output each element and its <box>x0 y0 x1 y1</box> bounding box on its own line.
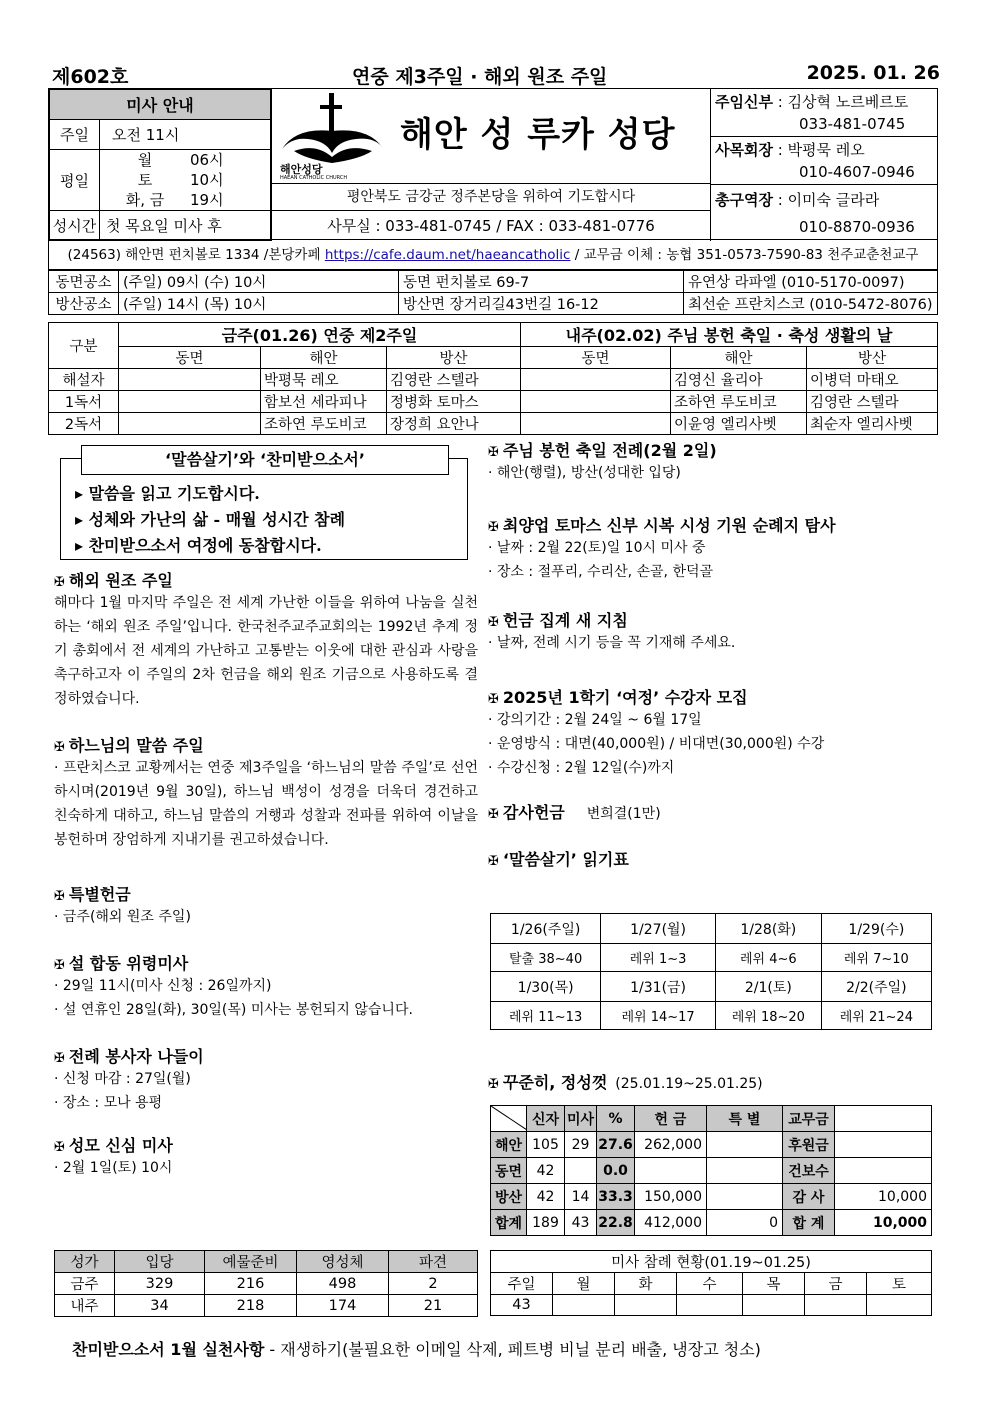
mission-time: (주일) 14시 (목) 10시 <box>119 293 399 315</box>
parish-name: 해안 성 루카 성당 <box>400 115 676 155</box>
roster-col: 동면 <box>119 347 261 369</box>
mission-table <box>48 270 938 315</box>
motto-line: ▸ 성체와 가난의 삶 - 매월 성시간 참례 <box>75 510 346 529</box>
chair-name: : 박평묵 레오 <box>777 141 865 159</box>
stats-corner <box>491 1106 527 1132</box>
thanks-offering-detail: 변희결(1만) <box>586 806 661 822</box>
attendance-day: 목 <box>743 1273 805 1295</box>
roster-cell: 김영란 스텔라 <box>807 391 938 413</box>
roster-table <box>48 322 938 435</box>
attendance-title: 미사 참례 현황(01.19~01.25) <box>491 1251 932 1273</box>
sat-time: 10시 <box>190 171 224 189</box>
section-title: ✠ 감사헌금 변희결(1만) <box>488 803 661 822</box>
roster-cell: 함보선 세라피나 <box>261 391 387 413</box>
top-info-box <box>48 88 938 240</box>
motto-line: ▸ 찬미받으소서 여정에 동참합시다. <box>75 536 322 555</box>
section-body: 해마다 1월 마지막 주일은 전 세계 가난한 이들을 위하여 나눔을 실천하는 ‘해외 원조 주일’입니다. 한국천주교주교회의는 1992년 추계 정기 총회에서 전 세계의 가난하고 고통받는 이웃에 대한 관심과 사랑을 촉구하고자 이 주일의 2차 헌금을 해외 원조 기금으로 사용하도록 결정하였습니다. <box>54 595 478 707</box>
issue-date: 2025. 01. 26 <box>806 62 940 84</box>
roster-role: 1독서 <box>49 391 119 413</box>
roster-cell: 정병화 토마스 <box>387 391 521 413</box>
address-prefix: (24563) 해안면 펀치볼로 1334 /본당카페 <box>67 247 325 263</box>
roster-cell: 이병덕 마태오 <box>807 369 938 391</box>
reading-day: 1/26(주일) <box>491 914 601 944</box>
stats-row: 동면 42 0.0 건보수 <box>491 1158 932 1184</box>
left-column <box>54 568 478 1180</box>
roster-row <box>49 391 938 413</box>
roster-cell: 김영란 스텔라 <box>387 369 521 391</box>
roster-cell <box>521 391 671 413</box>
section-line: · 2월 1일(토) 10시 <box>54 1160 173 1176</box>
reading-text: 레위 18~20 <box>715 1002 821 1030</box>
cross-icon: ✠ <box>488 807 499 822</box>
mass-schedule <box>49 89 271 241</box>
section-line: · 금주(해외 원조 주일) <box>54 909 191 925</box>
roster-col: 동면 <box>521 347 671 369</box>
cross-icon: ✠ <box>488 445 499 460</box>
mission-leader: 최선순 프란치스코 (010-5472-8076) <box>684 293 938 315</box>
reading-text: 레위 14~17 <box>601 1002 716 1030</box>
chair-label: 사목회장 <box>715 141 773 159</box>
footer-note <box>72 1337 942 1360</box>
section-line: · 해안(행렬), 방산(성대한 입당) <box>488 465 681 481</box>
pastor-name: : 김상혁 노르베르토 <box>777 93 909 111</box>
mission-name: 동면공소 <box>49 271 119 293</box>
reading-day: 1/30(목) <box>491 972 601 1002</box>
section-line: · 수강신청 : 2월 12일(수)까지 <box>488 760 675 776</box>
section-title: ✠ 해외 원조 주일 <box>54 571 173 590</box>
cross-icon: ✠ <box>488 1077 499 1092</box>
mission-time: (주일) 09시 (수) 10시 <box>119 271 399 293</box>
motto-title: ‘말씀살기’와 ‘찬미받으소서’ <box>81 445 449 475</box>
stats-header: % <box>597 1106 635 1132</box>
section-line: · 장소 : 절푸리, 수리산, 손골, 한덕골 <box>488 564 714 580</box>
cross-icon: ✠ <box>54 1140 65 1155</box>
section-line: · 설 연휴인 28일(화), 30일(목) 미사는 봉헌되지 않습니다. <box>54 1002 413 1018</box>
right-column <box>488 438 936 870</box>
roster-cell: 최순자 엘리사벳 <box>807 413 938 435</box>
reading-day: 1/28(화) <box>715 914 821 944</box>
weekday-label: 평일 <box>50 150 100 211</box>
motto-line: ▸ 말씀을 읽고 기도합시다. <box>75 484 260 503</box>
pastor-phone: 033-481-0745 <box>799 115 906 133</box>
roster-this-week: 금주(01.26) 연중 제2주일 <box>119 323 521 347</box>
parish-center <box>271 89 711 241</box>
roster-col: 방산 <box>387 347 521 369</box>
reading-table <box>490 913 932 1030</box>
attendance-day: 수 <box>677 1273 743 1295</box>
issue-number: 제602호 <box>52 66 129 88</box>
stats-header: 특 별 <box>707 1106 783 1132</box>
roster-cell <box>119 391 261 413</box>
section-title: ✠ 2025년 1학기 ‘여정’ 수강자 모집 <box>488 688 748 707</box>
attendance-day: 주일 <box>491 1273 553 1295</box>
stats-row: 합계 189 43 22.8 412,000 0 합 계 10,000 <box>491 1210 932 1236</box>
section-line: · 장소 : 모나 용평 <box>54 1095 163 1111</box>
womens-name: : 이미숙 글라라 <box>777 191 880 209</box>
cross-icon: ✠ <box>54 575 65 590</box>
section-title: ✠ 최양업 토마스 신부 시복 시성 기원 순례지 탐사 <box>488 516 836 535</box>
staff-info <box>711 89 937 241</box>
mission-address: 방산면 장거리길43번길 16-12 <box>399 293 684 315</box>
cafe-link[interactable]: https://cafe.daum.net/haeancatholic <box>324 247 571 263</box>
attendance-day: 화 <box>615 1273 677 1295</box>
sunday-label: 주일 <box>50 120 100 150</box>
mon-label: 월 <box>137 151 153 169</box>
roster-cell: 조하연 루도비코 <box>261 413 387 435</box>
page-title: 연중 제3주일 · 해외 원조 주일 <box>352 66 608 88</box>
section-title: ✠ 성모 신심 미사 <box>54 1136 173 1155</box>
attendance-day: 월 <box>553 1273 615 1295</box>
stats-header: 신자 <box>527 1106 565 1132</box>
roster-corner: 구분 <box>49 323 119 369</box>
office-contact: 사무실 : 033-481-0745 / FAX : 033-481-0776 <box>327 217 655 235</box>
adoration-time: 첫 목요일 미사 후 <box>100 211 271 241</box>
section-line: · 운영방식 : 대면(40,000원) / 비대면(30,000원) 수강 <box>488 736 825 752</box>
roster-cell: 이윤영 엘리사벳 <box>671 413 807 435</box>
diagonal-line-icon <box>491 1106 527 1130</box>
stats-header: 미사 <box>565 1106 597 1132</box>
logo-text: 해안성당 <box>280 163 323 176</box>
parish-logo <box>276 91 388 183</box>
roster-cell: 김영신 율리아 <box>671 369 807 391</box>
reading-text: 레위 4~6 <box>715 944 821 972</box>
section-line: · 신청 마감 : 27일(월) <box>54 1071 191 1087</box>
attendance-day: 토 <box>867 1273 932 1295</box>
stats-period: (25.01.19~25.01.25) <box>615 1076 763 1092</box>
address-line <box>48 240 938 270</box>
section-title: ✠ ‘말씀살기’ 읽기표 <box>488 850 629 869</box>
reading-day: 1/27(월) <box>601 914 716 944</box>
section-body: · 프란치스코 교황께서는 연중 제3주일을 ‘하느님의 말씀 주일’로 선언하시며(2019년 9월 30일), 하느님 백성이 성경을 더욱더 경건하고 친숙하게 대하고, 하느님 말씀의 거행과 성찰과 전파를 위하여 이날을 봉헌하며 장엄하게 지내기를 권고하셨습니다. <box>54 760 478 848</box>
hymn-header: 예물준비 <box>205 1251 297 1273</box>
stats-header: 교무금 <box>783 1106 835 1132</box>
section-line: · 29일 11시(미사 신청 : 26일까지) <box>54 978 272 994</box>
roster-row <box>49 369 938 391</box>
sat-label: 토 <box>137 171 153 189</box>
section-title: ✠ 설 합동 위령미사 <box>54 954 189 973</box>
roster-cell: 조하연 루도비코 <box>671 391 807 413</box>
reading-day: 2/2(주일) <box>821 972 931 1002</box>
footer-label: 찬미받으소서 1월 실천사항 <box>72 1340 265 1359</box>
roster-cell: 장정희 요안나 <box>387 413 521 435</box>
reading-text: 탈출 38~40 <box>491 944 601 972</box>
pastor-label: 주임신부 <box>715 93 773 111</box>
cross-icon: ✠ <box>54 1051 65 1066</box>
sunday-time: 오전 11시 <box>100 120 271 150</box>
hymn-header: 성가 <box>55 1251 115 1273</box>
attendance-table <box>490 1250 932 1316</box>
mission-leader: 유연상 라파엘 (010-5170-0097) <box>684 271 938 293</box>
section-title: ✠ 특별헌금 <box>54 885 131 904</box>
section-line: · 날짜 : 2월 22(토)일 10시 미사 중 <box>488 540 706 556</box>
section-line: · 날짜, 전례 시기 등을 꼭 기재해 주세요. <box>488 635 736 651</box>
logo-subtext: HAEAN CATHOLIC CHURCH <box>280 175 348 181</box>
roster-cell <box>521 369 671 391</box>
hymn-header: 입당 <box>115 1251 205 1273</box>
roster-next-week: 내주(02.02) 주님 봉헌 축일 · 축성 생활의 날 <box>521 323 938 347</box>
stats-row: 해안 105 29 27.6 262,000 후원금 <box>491 1132 932 1158</box>
cross-icon: ✠ <box>488 854 499 869</box>
hymn-header: 영성체 <box>297 1251 389 1273</box>
roster-role: 해설자 <box>49 369 119 391</box>
reading-text: 레위 7~10 <box>821 944 931 972</box>
hymn-row: 내주 34 218 174 21 <box>55 1295 478 1317</box>
prayer-intention: 평안북도 금강군 정주본당을 위하여 기도합시다 <box>272 183 710 211</box>
roster-col: 해안 <box>671 347 807 369</box>
roster-cell: 박평묵 레오 <box>261 369 387 391</box>
section-title: ✠ 전례 봉사자 나들이 <box>54 1047 204 1066</box>
motto-box <box>60 450 468 560</box>
roster-role: 2독서 <box>49 413 119 435</box>
adoration-label: 성시간 <box>50 211 100 241</box>
mass-title: 미사 안내 <box>50 90 271 120</box>
cross-icon: ✠ <box>54 740 65 755</box>
section-title: ✠ 꾸준히, 정성껏 (25.01.19~25.01.25) <box>488 1073 763 1092</box>
tue-fri-label: 화, 금 <box>125 191 165 209</box>
hymn-table <box>54 1250 478 1317</box>
roster-cell <box>521 413 671 435</box>
cross-icon: ✠ <box>54 958 65 973</box>
footer-text: - 재생하기(불필요한 이메일 삭제, 페트병 비닐 분리 배출, 냉장고 청소) <box>264 1340 761 1359</box>
section-title: ✠ 주님 봉헌 축일 전례(2월 2일) <box>488 441 717 460</box>
cross-icon: ✠ <box>488 615 499 630</box>
stats-table <box>490 1105 932 1236</box>
womens-phone: 010-8870-0936 <box>799 218 915 236</box>
roster-cell <box>119 369 261 391</box>
roster-col: 해안 <box>261 347 387 369</box>
header-bar <box>52 60 940 88</box>
hymn-header: 파견 <box>389 1251 478 1273</box>
reading-text: 레위 21~24 <box>821 1002 931 1030</box>
mon-time: 06시 <box>190 151 224 169</box>
reading-day: 1/29(수) <box>821 914 931 944</box>
cross-icon: ✠ <box>488 692 499 707</box>
cross-icon: ✠ <box>54 889 65 904</box>
roster-row <box>49 413 938 435</box>
stats-header: 헌 금 <box>635 1106 707 1132</box>
reading-day: 2/1(토) <box>715 972 821 1002</box>
reading-day: 1/31(금) <box>601 972 716 1002</box>
hymn-row: 금주 329 216 498 2 <box>55 1273 478 1295</box>
mission-address: 동면 펀치볼로 69-7 <box>399 271 684 293</box>
cross-icon: ✠ <box>488 520 499 535</box>
address-suffix: / 교무금 이체 : 농협 351-0573-7590-83 천주교춘천교구 <box>570 247 919 263</box>
reading-text: 레위 11~13 <box>491 1002 601 1030</box>
mission-name: 방산공소 <box>49 293 119 315</box>
section-title: ✠ 헌금 집계 새 지침 <box>488 611 628 630</box>
attendance-day: 금 <box>805 1273 867 1295</box>
roster-cell <box>119 413 261 435</box>
section-line: · 강의기간 : 2월 24일 ~ 6월 17일 <box>488 712 702 728</box>
reading-text: 레위 1~3 <box>601 944 716 972</box>
stats-row: 방산 42 14 33.3 150,000 감 사 10,000 <box>491 1184 932 1210</box>
section-title: ✠ 하느님의 말씀 주일 <box>54 736 204 755</box>
attendance-row: 43 <box>491 1295 932 1316</box>
roster-col: 방산 <box>807 347 938 369</box>
tue-fri-time: 19시 <box>190 191 224 209</box>
womens-label: 총구역장 <box>715 191 773 209</box>
chair-phone: 010-4607-0946 <box>799 163 915 181</box>
